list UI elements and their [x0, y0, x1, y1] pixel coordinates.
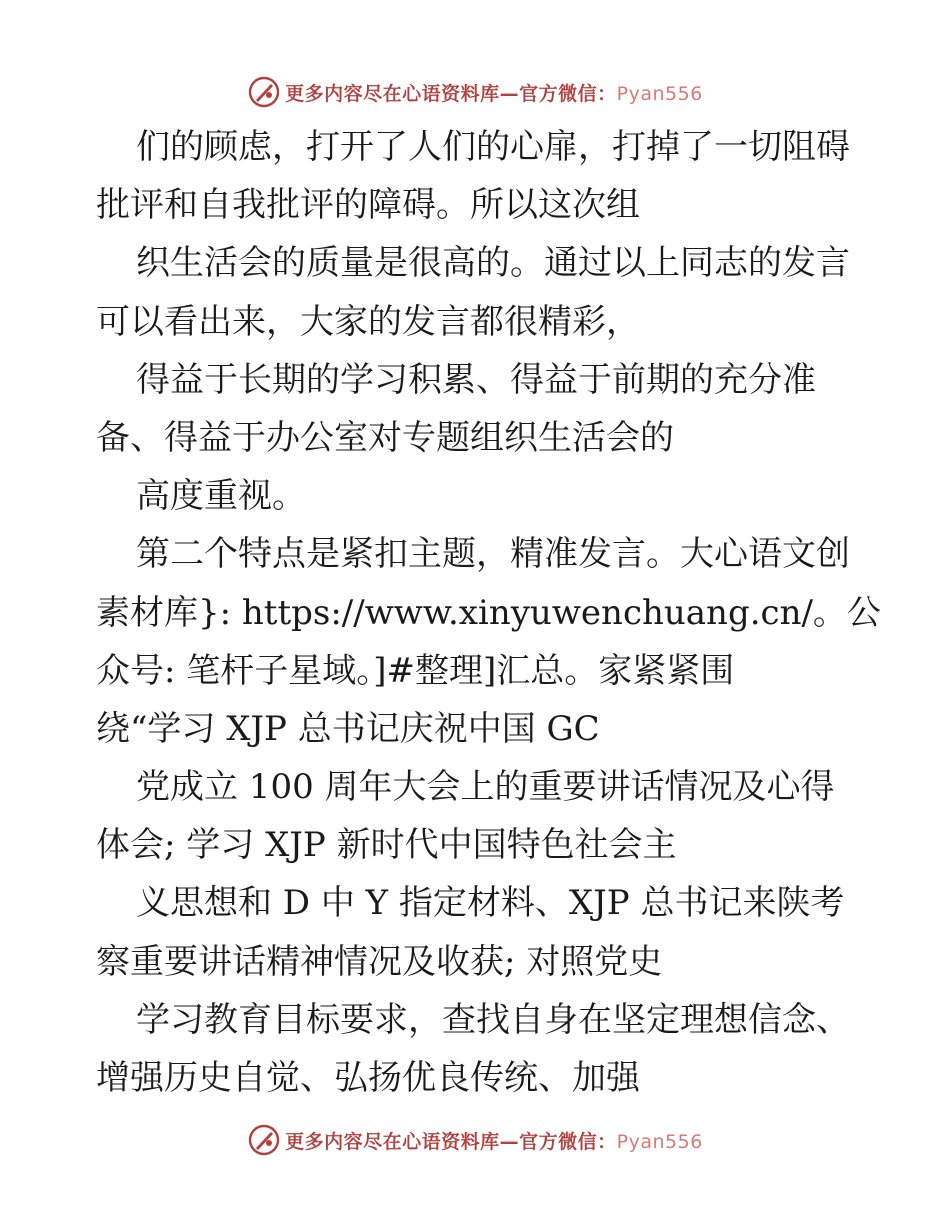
text-line: 批评和自我批评的障碍。所以这次组: [96, 185, 640, 226]
text-line: 备、得益于办公室对专题组织生活会的: [96, 417, 674, 458]
text-line: 得益于长期的学习积累、得益于前期的充分准: [136, 359, 816, 400]
text-line: 绕“学习 XJP 总书记庆祝中国 GC: [96, 708, 600, 749]
text-line: 第二个特点是紧扣主题，精准发言。大心语文创: [136, 534, 850, 575]
watermark-wechat-id: Pyan556: [616, 82, 703, 105]
watermark-text: 更多内容尽在心语资料库—官方微信：: [285, 82, 617, 105]
text-line: 众号: 笔杆子星域。]#整理]汇总。家紧紧围: [96, 650, 735, 691]
text-line: 增强历史自觉、弘扬优良传统、加强: [96, 1058, 640, 1098]
text-line: 义思想和 D 中 Y 指定材料、XJP 总书记来陕考: [136, 883, 845, 924]
text-line: 素材库}: https://www.xinyuwenchuang.cn/。公: [96, 592, 881, 633]
quill-logo-icon: [247, 1123, 281, 1157]
watermark-text: 更多内容尽在心语资料库—官方微信：: [285, 1130, 617, 1153]
text-line: 学习教育目标要求，查找自身在坚定理想信念、: [136, 999, 850, 1040]
text-line: 织生活会的质量是很高的。通过以上同志的发言: [136, 243, 850, 284]
watermark-wechat-id: Pyan556: [616, 1130, 703, 1153]
document-body: [96, 118, 886, 1107]
text-line: 察重要讲话精神情况及收获; 对照党史: [96, 941, 663, 982]
quill-logo-icon: [247, 75, 281, 109]
text-line: 可以看出来，大家的发言都很精彩，: [96, 301, 640, 342]
watermark-header: [0, 70, 950, 114]
text-line: 体会; 学习 XJP 新时代中国特色社会主: [96, 825, 677, 866]
text-line: 高度重视。: [136, 476, 306, 517]
watermark-footer: [0, 1118, 950, 1162]
text-line: 党成立 100 周年大会上的重要讲话情况及心得: [136, 767, 835, 808]
text-line: 们的顾虑，打开了人们的心扉，打掉了一切阻碍: [136, 127, 850, 167]
